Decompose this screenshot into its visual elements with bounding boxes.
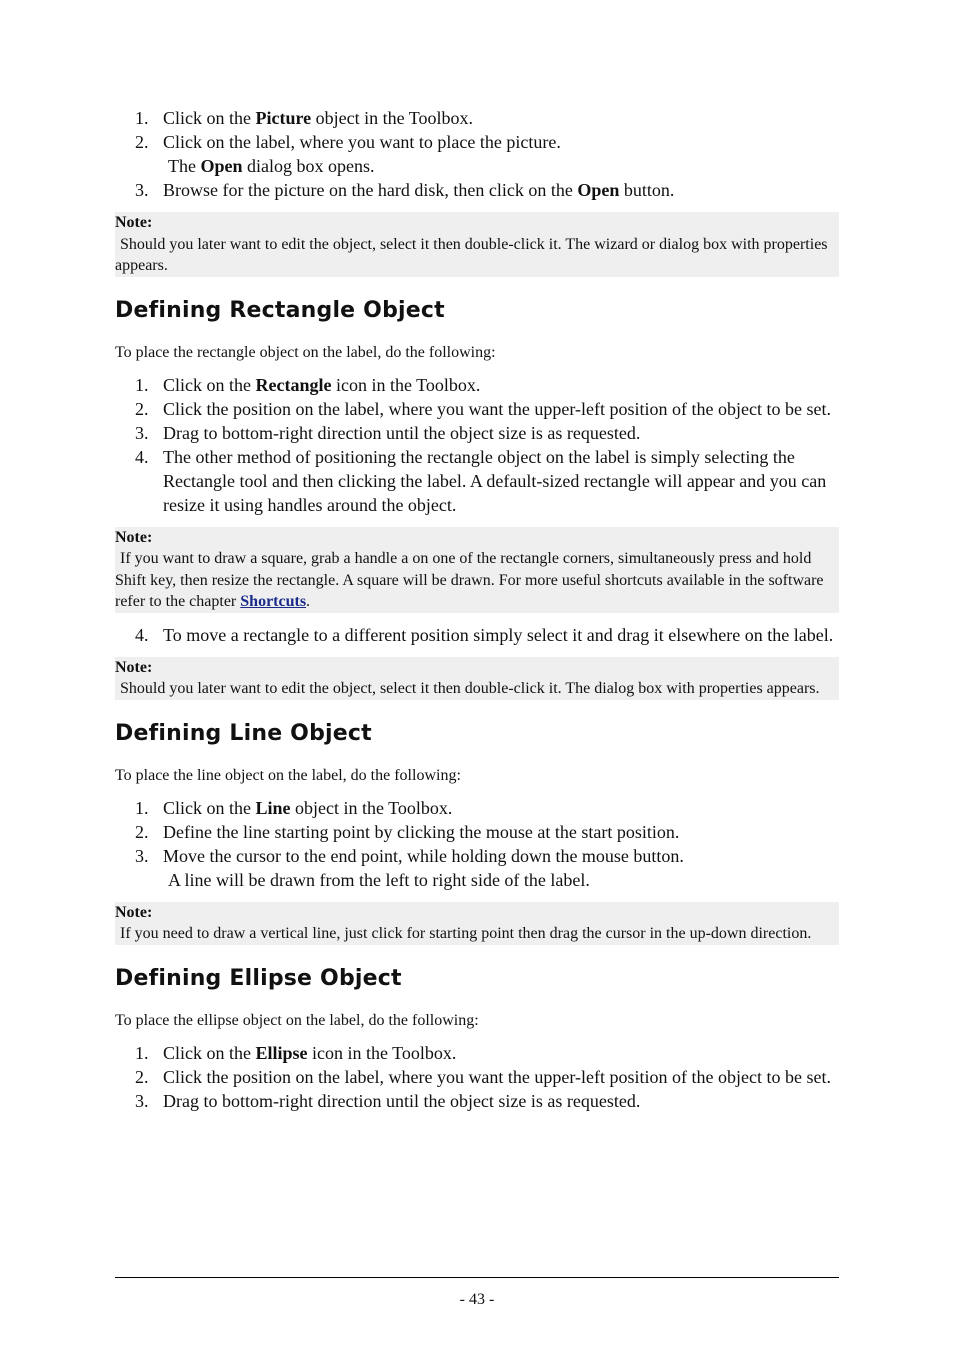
page-number: - 43 - xyxy=(459,1291,495,1308)
note-title: Note: xyxy=(115,528,153,546)
item-number: 1. xyxy=(135,1042,149,1063)
item-number: 2. xyxy=(135,1066,149,1087)
list-item: 1. Click on the Picture object in the Toolbox. xyxy=(135,108,474,128)
section-heading: Defining Rectangle Object xyxy=(115,297,445,323)
document-page xyxy=(115,106,839,1113)
section-intro: To place the ellipse object on the label, do the following: xyxy=(115,1011,479,1029)
step-result: A line will be drawn from the left to right side of the label. xyxy=(168,869,590,890)
list-item: 2. Click the position on the label, where you want the upper-left position of the object to be set. xyxy=(135,1066,831,1087)
note-box xyxy=(115,212,839,277)
item-number: 3. xyxy=(135,845,149,866)
rectangle-steps xyxy=(115,373,839,517)
item-number: 4. xyxy=(135,624,149,645)
item-number: 1. xyxy=(135,797,149,818)
item-number: 3. xyxy=(135,422,149,443)
list-item: 3. Move the cursor to the end point, while holding down the mouse button. xyxy=(135,845,684,866)
note-body: Should you later want to edit the object, select it then double-click it. The wizard or dialog box with properties appears. xyxy=(115,235,828,274)
list-item: 3. Drag to bottom-right direction until the object size is as requested. xyxy=(135,1090,641,1111)
shortcuts-link[interactable]: Shortcuts xyxy=(240,593,307,610)
note-body: Should you later want to edit the object, select it then double-click it. The dialog box with properties appears. xyxy=(120,680,820,697)
picture-steps xyxy=(115,106,839,154)
list-item: 4. The other method of positioning the rectangle object on the label is simply selecting the Rectangle tool and then clicking the label. A default-sized rectangle will appear and you can resize it using handles around the object. xyxy=(135,446,827,515)
section-heading: Defining Line Object xyxy=(115,720,372,746)
list-item: 2. Click the position on the label, where you want the upper-left position of the object to be set. xyxy=(135,398,831,419)
rectangle-steps-extra xyxy=(115,623,839,647)
item-number: 2. xyxy=(135,132,149,152)
list-item: 1. Click on the Rectangle icon in the Toolbox. xyxy=(135,374,481,395)
item-number: 4. xyxy=(135,446,149,467)
list-item: 1. Click on the Ellipse icon in the Toolbox. xyxy=(135,1042,457,1063)
section-intro: To place the line object on the label, do the following: xyxy=(115,766,461,784)
note-box xyxy=(115,527,839,613)
list-item: 3. Browse for the picture on the hard disk, then click on the Open button. xyxy=(135,180,675,200)
section-heading: Defining Ellipse Object xyxy=(115,965,402,991)
note-title: Note: xyxy=(115,214,153,231)
item-number: 2. xyxy=(135,821,149,842)
list-item: 2. Click on the label, where you want to place the picture. xyxy=(135,132,561,152)
item-number: 3. xyxy=(135,180,149,200)
note-title: Note: xyxy=(115,658,153,676)
list-item: 1. Click on the Line object in the Toolbox. xyxy=(135,797,453,818)
list-item: 3. Drag to bottom-right direction until the object size is as requested. xyxy=(135,422,641,443)
item-number: 3. xyxy=(135,1090,149,1111)
section-intro: To place the rectangle object on the label, do the following: xyxy=(115,343,496,361)
list-item: 2. Define the line starting point by clicking the mouse at the start position. xyxy=(135,821,680,842)
note-title: Note: xyxy=(115,903,153,921)
note-body: If you want to draw a square, grab a handle a on one of the rectangle corners, simultaneously press and hold Shift key, then resize the rectangle. A square will be drawn. For more useful shortcuts available in the software refer to the chapter Shortcuts. xyxy=(115,550,824,610)
item-number: 1. xyxy=(135,108,149,128)
item-number: 1. xyxy=(135,374,149,395)
note-box xyxy=(115,657,839,700)
line-steps xyxy=(115,796,839,868)
footer-divider xyxy=(115,1277,839,1278)
step-result: The Open dialog box opens. xyxy=(168,156,375,176)
list-item: 4. To move a rectangle to a different position simply select it and drag it elsewhere on the label. xyxy=(135,624,834,645)
item-number: 2. xyxy=(135,398,149,419)
ellipse-steps xyxy=(115,1041,839,1113)
note-body: If you need to draw a vertical line, just click for starting point then drag the cursor in the up-down direction. xyxy=(120,925,812,942)
picture-steps-cont xyxy=(115,178,839,202)
note-box xyxy=(115,902,839,945)
